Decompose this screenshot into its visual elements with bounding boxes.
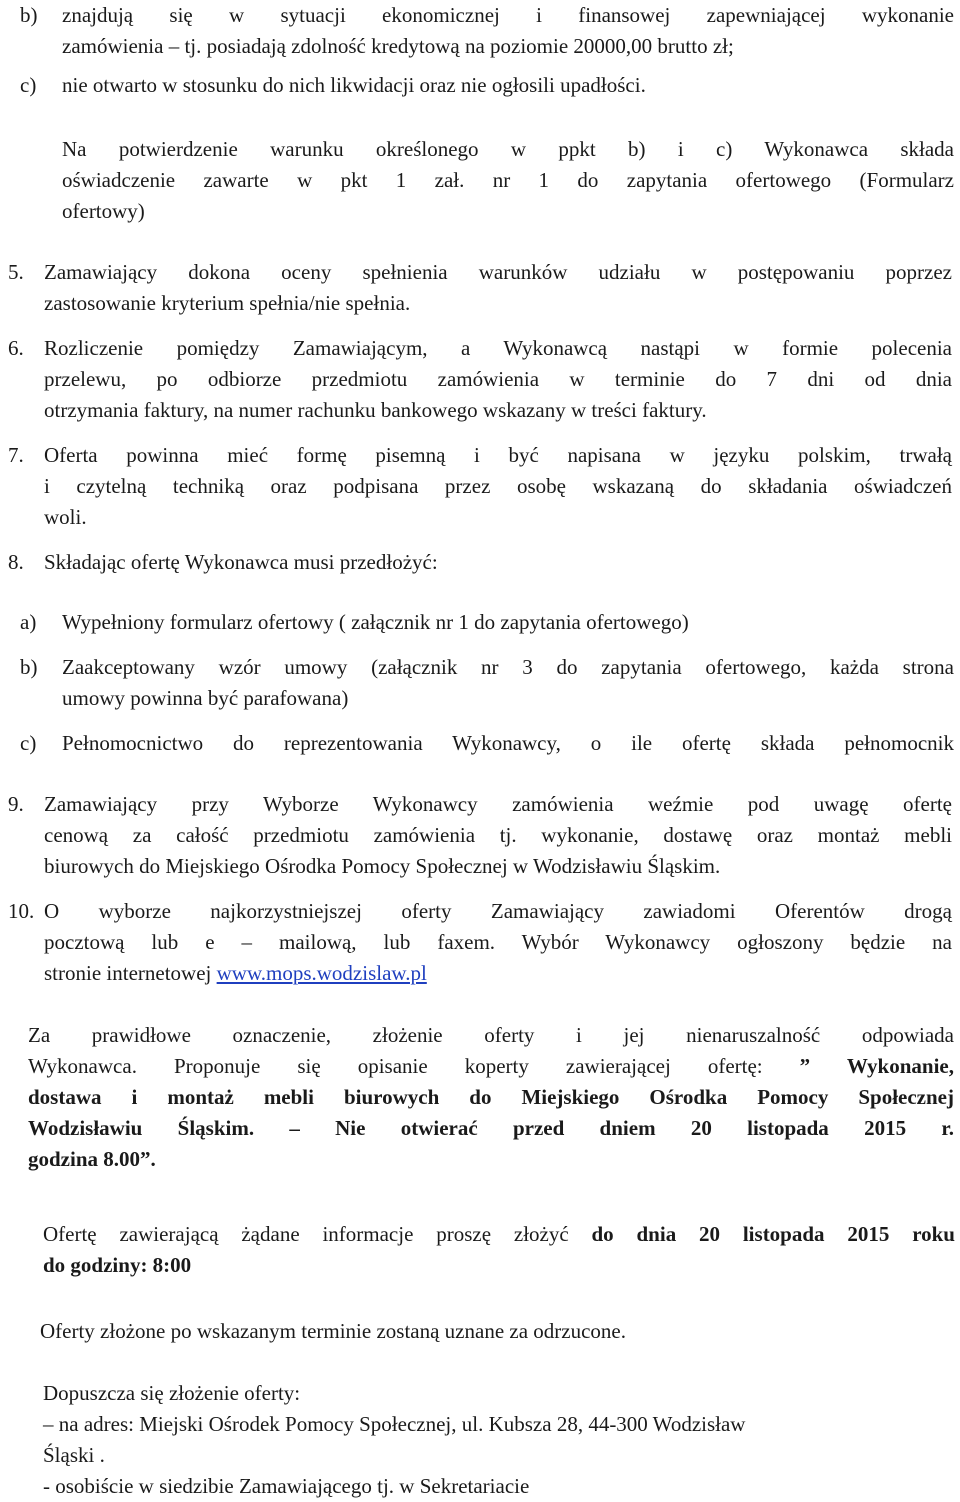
website-link[interactable]: www.mops.wodzislaw.pl bbox=[216, 961, 427, 985]
point-6-line1: Rozliczenie pomiędzy Zamawiającym, a Wykonawcą nastąpi w formie polecenia bbox=[44, 336, 952, 360]
required-doc-a-label: a) bbox=[20, 610, 37, 634]
point-7-line1: Oferta powinna mieć formę pisemną i być napisana w języku polskim, trwałą bbox=[44, 443, 952, 467]
point-8 bbox=[0, 547, 960, 578]
point-7-number: 7. bbox=[8, 443, 24, 467]
deadline-paragraph bbox=[43, 1219, 955, 1281]
point-9-line2: cenową za całość przedmiotu zamówienia tj. wykonanie, dostawę oraz montaż mebli bbox=[44, 823, 952, 847]
deadline-line1 bbox=[43, 1219, 955, 1250]
point-6-number: 6. bbox=[8, 336, 24, 360]
point-6 bbox=[0, 333, 960, 426]
point-9-line3: biurowych do Miejskiego Ośrodka Pomocy Społecznej w Wodzisławiu Śląskim. bbox=[44, 854, 721, 878]
deadline-time: do godziny: 8:00 bbox=[43, 1253, 192, 1277]
condition-c-label: c) bbox=[20, 73, 37, 97]
condition-c bbox=[0, 70, 960, 101]
point-5-number: 5. bbox=[8, 260, 24, 284]
deadline-line1-normal: Ofertę zawierającą żądane informacje proszę złożyć bbox=[43, 1222, 592, 1246]
point-7-line3: woli. bbox=[44, 505, 87, 529]
point-9 bbox=[0, 789, 960, 882]
required-doc-c-label: c) bbox=[20, 731, 37, 755]
required-doc-c-text: Pełnomocnictwo do reprezentowania Wykonawcy, o ile ofertę składa pełnomocnik bbox=[62, 731, 954, 755]
delivery-heading: Dopuszcza się złożenie oferty: bbox=[43, 1381, 301, 1405]
condition-c-text: nie otwarto w stosunku do nich likwidacji oraz nie ogłosili upadłości. bbox=[62, 73, 646, 97]
confirmation-paragraph bbox=[62, 134, 954, 227]
deadline-date: do dnia 20 listopada 2015 roku bbox=[591, 1222, 955, 1246]
delivery-address-line2: Śląski . bbox=[43, 1443, 105, 1467]
point-10-line3-prefix: stronie internetowej bbox=[44, 961, 217, 985]
marking-line2-normal: Wykonawca. Proponuje się opisanie koperty zawierającej ofertę: bbox=[28, 1054, 800, 1078]
delivery-options bbox=[43, 1378, 953, 1502]
condition-b bbox=[0, 0, 960, 62]
point-10-line1: O wyborze najkorzystniejszej oferty Zamawiający zawiadomi Oferentów drogą bbox=[44, 899, 952, 923]
confirmation-line1: Na potwierdzenie warunku określonego w ppkt b) i c) Wykonawca składa bbox=[62, 137, 954, 161]
rejected-offers-note bbox=[40, 1316, 940, 1347]
point-10-number: 10. bbox=[8, 899, 35, 923]
required-doc-c bbox=[0, 728, 960, 759]
confirmation-line2: oświadczenie zawarte w pkt 1 zał. nr 1 do zapytania ofertowego (Formularz bbox=[62, 168, 954, 192]
point-7-line2: i czytelną techniką oraz podpisana przez osobę wskazaną do składania oświadczeń bbox=[44, 474, 952, 498]
required-doc-a-text: Wypełniony formularz ofertowy ( załącznik nr 1 do zapytania ofertowego) bbox=[62, 610, 689, 634]
condition-b-line2: zamówienia – tj. posiadają zdolność kredytową na poziomie 20000,00 brutto zł; bbox=[62, 34, 734, 58]
required-doc-b-label: b) bbox=[20, 655, 38, 679]
point-8-number: 8. bbox=[8, 550, 24, 574]
point-9-number: 9. bbox=[8, 792, 24, 816]
point-9-line1: Zamawiający przy Wyborze Wykonawcy zamówienia weźmie pod uwagę ofertę bbox=[44, 792, 952, 816]
delivery-in-person: - osobiście w siedzibie Zamawiającego tj. w Sekretariacie bbox=[43, 1474, 530, 1498]
point-10-line3 bbox=[44, 958, 952, 989]
marking-line2 bbox=[28, 1051, 954, 1082]
point-8-text: Składając ofertę Wykonawca musi przedłożyć: bbox=[44, 550, 438, 574]
required-doc-b bbox=[0, 652, 960, 714]
required-doc-b-line2: umowy powinna być parafowana) bbox=[62, 686, 349, 710]
point-7 bbox=[0, 440, 960, 533]
required-doc-b-line1: Zaakceptowany wzór umowy (załącznik nr 3 do zapytania ofertowego, każda strona bbox=[62, 655, 954, 679]
point-10 bbox=[0, 896, 960, 989]
point-6-line3: otrzymania faktury, na numer rachunku bankowego wskazany w treści faktury. bbox=[44, 398, 707, 422]
marking-line5: godzina 8.00”. bbox=[28, 1147, 156, 1171]
confirmation-line3: ofertowy) bbox=[62, 199, 145, 223]
condition-b-line1: znajdują się w sytuacji ekonomicznej i finansowej zapewniającej wykonanie bbox=[62, 3, 954, 27]
point-10-line2: pocztową lub e – mailową, lub faxem. Wybór Wykonawcy ogłoszony będzie na bbox=[44, 930, 952, 954]
point-6-line2: przelewu, po odbiorze przedmiotu zamówienia w terminie do 7 dni od dnia bbox=[44, 367, 952, 391]
point-5 bbox=[0, 257, 960, 319]
point-5-line2: zastosowanie kryterium spełnia/nie spełnia. bbox=[44, 291, 411, 315]
marking-line1: Za prawidłowe oznaczenie, złożenie oferty i jej nienaruszalność odpowiada bbox=[28, 1023, 954, 1047]
marking-line2-bold: ” Wykonanie, bbox=[799, 1054, 954, 1078]
marking-line4: Wodzisławiu Śląskim. – Nie otwierać przed dniem 20 listopada 2015 r. bbox=[28, 1116, 954, 1140]
required-doc-a bbox=[0, 607, 960, 638]
marking-line3: dostawa i montaż mebli biurowych do Miejskiego Ośrodka Pomocy Społecznej bbox=[28, 1085, 954, 1109]
point-5-line1: Zamawiający dokona oceny spełnienia warunków udziału w postępowaniu poprzez bbox=[44, 260, 952, 284]
rejected-note-text: Oferty złożone po wskazanym terminie zostaną uznane za odrzucone. bbox=[40, 1319, 626, 1343]
condition-b-label: b) bbox=[20, 3, 38, 27]
delivery-address-line1: – na adres: Miejski Ośrodek Pomocy Społecznej, ul. Kubsza 28, 44-300 Wodzisław bbox=[43, 1412, 746, 1436]
envelope-marking-paragraph bbox=[28, 1020, 954, 1175]
